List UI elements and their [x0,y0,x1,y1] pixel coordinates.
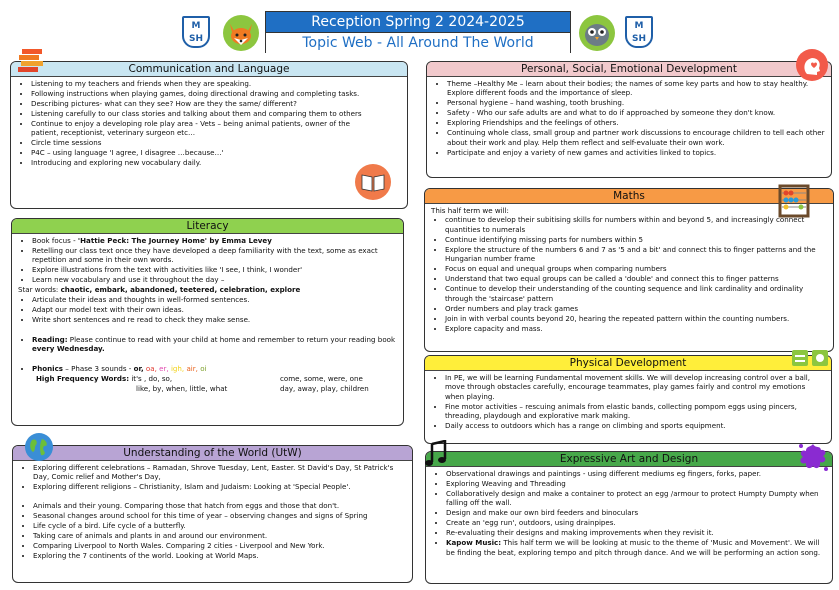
books-icon [17,47,49,77]
star-words-list: chaotic, embark, abandoned, teetered, celebration, explore [60,285,301,295]
section-header: Maths [425,189,833,204]
list-item: • In PE, we will be learning Fundamental movement skills. We will develop increasing control over a ball, move through obstacles carefully, encourage teammates, play games fairly and control my emotions when playing. [445,373,825,401]
bullet-list [433,79,825,157]
list-item: • Exploring the 7 continents of the world. Looking at World Maps. [33,551,406,560]
list-item: • Fine motor activities – rescuing animals from elastic bands, collecting pompom eggs using pincers, threading, playdough and explorative mark making. [445,402,825,421]
paint-splat-icon [796,441,830,477]
list-item: • Exploring Friendships and the feelings of others. [447,118,825,127]
list-item: • P4C – using language 'I agree, I disagree …because…' [31,148,401,157]
list-item: • Exploring different religions – Christianity, Islam and Judaism: Looking at 'Special People'. [33,482,406,491]
literacy-panel [11,218,404,426]
section-header: Understanding of the World (UtW) [13,446,412,461]
title-banner [265,11,571,53]
hfw-words: day, away, play, children [280,384,369,394]
list-item: • Taking care of animals and plants in and around our environment. [33,531,406,540]
kapow-label: Kapow Music: [446,538,502,548]
list-item: • Safety - Who our safe adults are and what to do if approached by someone they don't know. [447,108,825,117]
book-focus-label: Book focus - [32,236,78,245]
hfw-words: it's , do, so, [131,374,173,384]
list-item: • Explore the structure of the numbers 6 and 7 as '5 and a bit' and connect this to finger patterns and the Hungarian number frame [445,245,827,264]
list-item: • continue to develop their subitising skills for numbers within and beyond 5, and increasingly connect quantities to numerals [445,215,827,234]
star-words [18,285,397,294]
section-header: Communication and Language [11,62,407,77]
list-item: • Introducing and exploring new vocabulary daily. [31,158,401,167]
phonics-sound: oi [200,364,207,374]
book-focus-title: 'Hattie Peck: The Journey Home' by Emma Levey [77,236,272,245]
list-item: • Exploring Weaving and Threading [446,479,826,488]
high-frequency-words [18,374,397,394]
list-item: • Continuing whole class, small group and partner work discussions to encourage children to tell each other about their work and play. Help them reflect and self-evaluate their own work. [447,128,825,147]
reading-label: Reading: [32,334,68,344]
school-crest-icon: M SH [182,16,210,48]
bullet-list [18,295,397,324]
globe-icon [24,432,54,466]
bullet-list [19,463,406,492]
open-book-icon [354,163,392,205]
expressive-art-panel [425,451,833,584]
phonics-sound: or, [133,364,144,374]
bullet-list [431,215,827,333]
section-header: Personal, Social, Emotional Development [427,62,831,77]
list-item: • Exploring different celebrations – Ramadan, Shrove Tuesday, Lent, Easter. St David's Day, St Patrick's Day, Comic relief and Mother's Day, [33,463,406,482]
school-crest-icon: M SH [625,16,653,48]
list-item: • Order numbers and play track games [445,304,827,313]
list-item: • Explore illustrations from the text with activities like 'I see, I think, I wonder' [32,265,397,274]
list-item: • Re-evaluating their designs and making improvements when they revisit it. [446,528,826,537]
list-item: • Continue to develop their understanding of the counting sequence and link cardinality and ordinality through the 'staircase' pattern [445,284,827,303]
list-item: • Daily access to outdoors which has a range on climbing and sports equipment. [445,421,825,430]
fox-icon [222,14,260,56]
list-item: • Adapt our model text with their own ideas. [32,305,397,314]
owl-icon [578,14,616,56]
list-item [446,538,826,557]
phonics-sound: er, [159,364,169,374]
list-item: • Circle time sessions [31,138,401,147]
bullet-list [432,469,826,557]
list-item: • Listening carefully to our class stories and talking about them and comparing them to others [31,109,401,118]
list-item: • Design and make our own bird feeders and binoculars [446,508,826,517]
list-item: • Articulate their ideas and thoughts in well-formed sentences. [32,295,397,304]
page-subtitle: Topic Web - All Around The World [266,33,570,53]
physical-development-panel [424,355,832,444]
maths-intro: This half term we will: [431,206,509,215]
maths-panel [424,188,834,352]
list-item [32,364,397,373]
list-item [32,335,397,354]
music-note-icon [425,440,447,472]
list-item: • Comparing Liverpool to North Wales. Comparing 2 cities - Liverpool and New York. [33,541,406,550]
bullet-list [18,364,397,373]
list-item: • Learn new vocabulary and use it throughout the day – [32,275,397,284]
section-header: Physical Development [425,356,831,371]
list-item: • Life cycle of a bird. Life cycle of a butterfly. [33,521,406,530]
list-item [32,236,397,245]
list-item: • Personal hygiene – hand washing, tooth brushing. [447,98,825,107]
list-item: • Continue identifying missing parts for numbers within 5 [445,235,827,244]
list-item: • Following instructions when playing games, doing directional drawing and completing tasks. [31,89,401,98]
list-item: • Animals and their young. Comparing those that hatch from eggs and those that don't. [33,501,406,510]
psed-panel [426,61,832,178]
list-item: • Explore capacity and mass. [445,324,827,333]
list-item: • Focus on equal and unequal groups when comparing numbers [445,264,827,273]
list-item: • Listening to my teachers and friends when they are speaking. [31,79,401,88]
list-item: • Describing pictures- what can they see? How are they the same/ different? [31,99,401,108]
star-words-label: Star words: [18,285,61,295]
list-item: • Continue to enjoy a developing role play area - Vets – being animal patients, owner of the patient, receptionist, veterinary surgeon etc… [31,119,401,138]
bullet-list [18,236,397,285]
section-header: Expressive Art and Design [426,452,832,467]
bullet-list [431,373,825,431]
list-item: • Understand that two equal groups can be called a 'double' and connect this to finger patterns [445,274,827,283]
kapow-text: This half term we will be looking at music to the theme of 'Music and Movement'. We will be finding the beat, exploring tempo and pitch through dance. And we will be performing an action song. [446,538,821,557]
page-title: Reception Spring 2 2024-2025 [266,12,570,33]
phonics-sound: oa, [145,364,157,374]
phonics-text: – Phase 3 sounds - [63,364,134,374]
exercise-icon [790,346,830,374]
understanding-world-panel [12,445,413,583]
phonics-label: Phonics [32,364,64,374]
list-item: • Create an 'egg run', outdoors, using drainpipes. [446,518,826,527]
reading-text: Please continue to read with your child at home and remember to return your reading book [67,334,396,344]
communication-language-panel [10,61,408,209]
list-item: • Join in with verbal counts beyond 20, hearing the repeated pattern within the counting numbers. [445,314,827,323]
hfw-words: come, some, were, one [280,374,363,384]
list-item: • Observational drawings and paintings - using different mediums eg fingers, forks, paper. [446,469,826,478]
bullet-list [19,501,406,560]
section-header: Literacy [12,219,403,234]
hfw-label: High Frequency Words: [36,374,130,384]
bullet-list [18,335,397,354]
head-heart-icon [795,48,829,86]
reading-day: every Wednesday. [32,344,105,354]
phonics-sound: igh, [170,364,185,374]
hfw-words: like, by, when, little, what [136,384,228,394]
list-item: • Write short sentences and re read to check they make sense. [32,315,397,324]
list-item: • Participate and enjoy a variety of new games and activities linked to topics. [447,148,825,157]
list-item: • Retelling our class text once they have developed a deep familiarity with the text, some as exact repetition and some in their own words. [32,246,397,265]
list-item: • Theme –Healthy Me – learn about their bodies; the names of some key parts and how to stay healthy. Explore different foods and the importance of sleep. [447,79,825,98]
list-item: • Seasonal changes around school for this time of year – observing changes and signs of Spring [33,511,406,520]
bullet-list [17,79,401,168]
abacus-icon [777,183,811,223]
list-item: • Collaboratively design and make a container to protect an egg /armour to protect Humpty Dumpty when falling off the wall. [446,489,826,508]
phonics-sound: air, [186,364,198,374]
